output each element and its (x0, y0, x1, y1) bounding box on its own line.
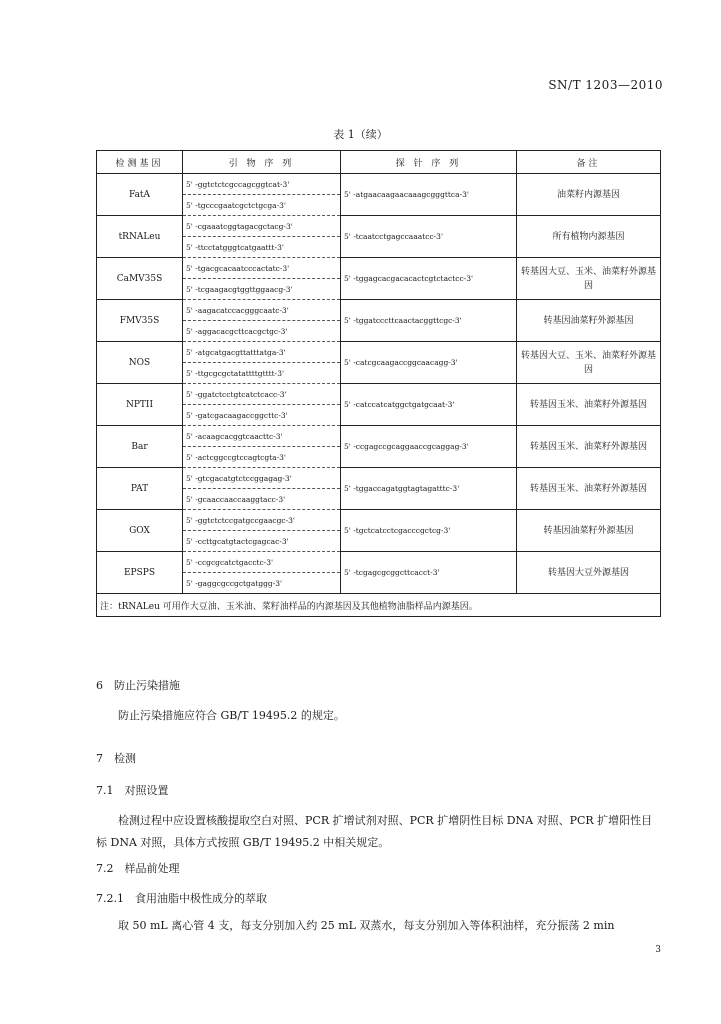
primer-reverse: 5' -ttgcgcgctatattttgtttt-3' (183, 363, 341, 384)
table-row (97, 174, 661, 195)
section-6-text: 防止污染措施应符合 GB/T 19495.2 的规定。 (118, 709, 345, 722)
primer-forward: 5' -acaagcacggtcaacttc-3' (183, 426, 341, 447)
gene-note: 转基因大豆、玉米、油菜籽外源基因 (517, 258, 661, 300)
gene-name: PAT (97, 468, 183, 510)
primer-forward: 5' -ggtctctcgccagcggtcat-3' (183, 174, 341, 195)
primer-forward: 5' -ggtctctccgatgccgaacgc-3' (183, 510, 341, 531)
standard-code: SN/T 1203—2010 (548, 78, 663, 92)
gene-name: GOX (97, 510, 183, 552)
table-row (97, 426, 661, 447)
primer-reverse: 5' -gatcgacaagaccggcttc-3' (183, 405, 341, 426)
primer-reverse: 5' -actcggccgtccagtcgta-3' (183, 447, 341, 468)
table-row (97, 216, 661, 237)
header-primer: 引 物 序 列 (183, 151, 341, 174)
table-row (97, 342, 661, 363)
header-note: 备注 (517, 151, 661, 174)
primer-forward: 5' -tgacgcacaatcccactatc-3' (183, 258, 341, 279)
table-row (97, 258, 661, 279)
gene-note: 转基因玉米、油菜籽外源基因 (517, 384, 661, 426)
gene-note: 所有植物内源基因 (517, 216, 661, 258)
probe-sequence: 5' -catccatcatggctgatgcaat-3' (341, 384, 517, 426)
table-row (97, 300, 661, 321)
gene-name: EPSPS (97, 552, 183, 594)
primer-reverse: 5' -gaggcgccgctgatggg-3' (183, 573, 341, 594)
section-7-2-1-text: 取 50 mL 离心管 4 支，每支分别加入约 25 mL 双蒸水，每支分别加入等体积油样，充分振荡 2 min (118, 919, 615, 932)
section-7-title: 7 检测 (96, 752, 136, 765)
primer-forward: 5' -atgcatgacgttatttatga-3' (183, 342, 341, 363)
probe-sequence: 5' -tcaatcctgagccaaatcc-3' (341, 216, 517, 258)
gene-note: 转基因油菜籽外源基因 (517, 510, 661, 552)
table-footnote: 注：tRNALeu 可用作大豆油、玉米油、菜籽油样品的内源基因及其他植物油脂样品内源基因。 (97, 594, 661, 617)
probe-sequence: 5' -tgctcatcctcgacccgctcg-3' (341, 510, 517, 552)
primer-forward: 5' -aagacatccacgggcaatc-3' (183, 300, 341, 321)
gene-note: 转基因油菜籽外源基因 (517, 300, 661, 342)
primer-reverse: 5' -aggacacgcttcacgctgc-3' (183, 321, 341, 342)
probe-sequence: 5' -tggatcccttcaactacggttcgc-3' (341, 300, 517, 342)
gene-note: 转基因玉米、油菜籽外源基因 (517, 468, 661, 510)
gene-note: 转基因玉米、油菜籽外源基因 (517, 426, 661, 468)
page-number: 3 (655, 945, 661, 955)
gene-name: tRNALeu (97, 216, 183, 258)
table-caption: 表 1（续） (333, 128, 388, 141)
table-row (97, 384, 661, 405)
section-7-2-1-title: 7.2.1 食用油脂中极性成分的萃取 (96, 892, 267, 905)
probe-sequence: 5' -atgaacaagaacaaagcgggttca-3' (341, 174, 517, 216)
gene-name: NPTII (97, 384, 183, 426)
primer-reverse: 5' -ttcctatgggtcatgaattt-3' (183, 237, 341, 258)
probe-sequence: 5' -tggaccagatggtagtagatttc-3' (341, 468, 517, 510)
section-6-title: 6 防止污染措施 (96, 679, 180, 692)
gene-name: NOS (97, 342, 183, 384)
table-header-row (97, 151, 661, 174)
table-row (97, 510, 661, 531)
section-7-2-title: 7.2 样品前处理 (96, 862, 180, 875)
gene-note: 转基因大豆外源基因 (517, 552, 661, 594)
probe-sequence: 5' -ccgagccgcaggaaccgcaggag-3' (341, 426, 517, 468)
primer-forward: 5' -ggatctcctgtcatctcacc-3' (183, 384, 341, 405)
primer-reverse: 5' -gcaaccaaccaaggtacc-3' (183, 489, 341, 510)
primer-reverse: 5' -tcgaagacgtggttggaacg-3' (183, 279, 341, 300)
gene-name: CaMV35S (97, 258, 183, 300)
gene-name: FatA (97, 174, 183, 216)
primer-forward: 5' -ccgcgcatctgacctc-3' (183, 552, 341, 573)
primer-reverse: 5' -ccttgcatgtactcgagcac-3' (183, 531, 341, 552)
primer-table (96, 150, 661, 617)
probe-sequence: 5' -tcgagcgcggcttcacct-3' (341, 552, 517, 594)
section-7-1-title: 7.1 对照设置 (96, 784, 169, 797)
section-7-1-text: 检测过程中应设置核酸提取空白对照、PCR 扩增试剂对照、PCR 扩增阴性目标 DNA 对照、PCR 扩增阳性目标 DNA 对照，具体方式按照 GB/T 19495.2 中相关规定。 (96, 814, 653, 849)
probe-sequence: 5' -tggagcacgacacactcgtctactcc-3' (341, 258, 517, 300)
gene-name: Bar (97, 426, 183, 468)
primer-forward: 5' -gtcgacatgtctccggagag-3' (183, 468, 341, 489)
gene-name: FMV35S (97, 300, 183, 342)
table-row (97, 552, 661, 573)
primer-forward: 5' -cgaaatcggtagacgctacg-3' (183, 216, 341, 237)
header-gene: 检测基因 (97, 151, 183, 174)
table-row (97, 468, 661, 489)
header-probe: 探 针 序 列 (341, 151, 517, 174)
gene-note: 转基因大豆、玉米、油菜籽外源基因 (517, 342, 661, 384)
primer-reverse: 5' -tgcccgaatcgctctgcga-3' (183, 195, 341, 216)
gene-note: 油菜籽内源基因 (517, 174, 661, 216)
probe-sequence: 5' -catcgcaagaccggcaacagg-3' (341, 342, 517, 384)
